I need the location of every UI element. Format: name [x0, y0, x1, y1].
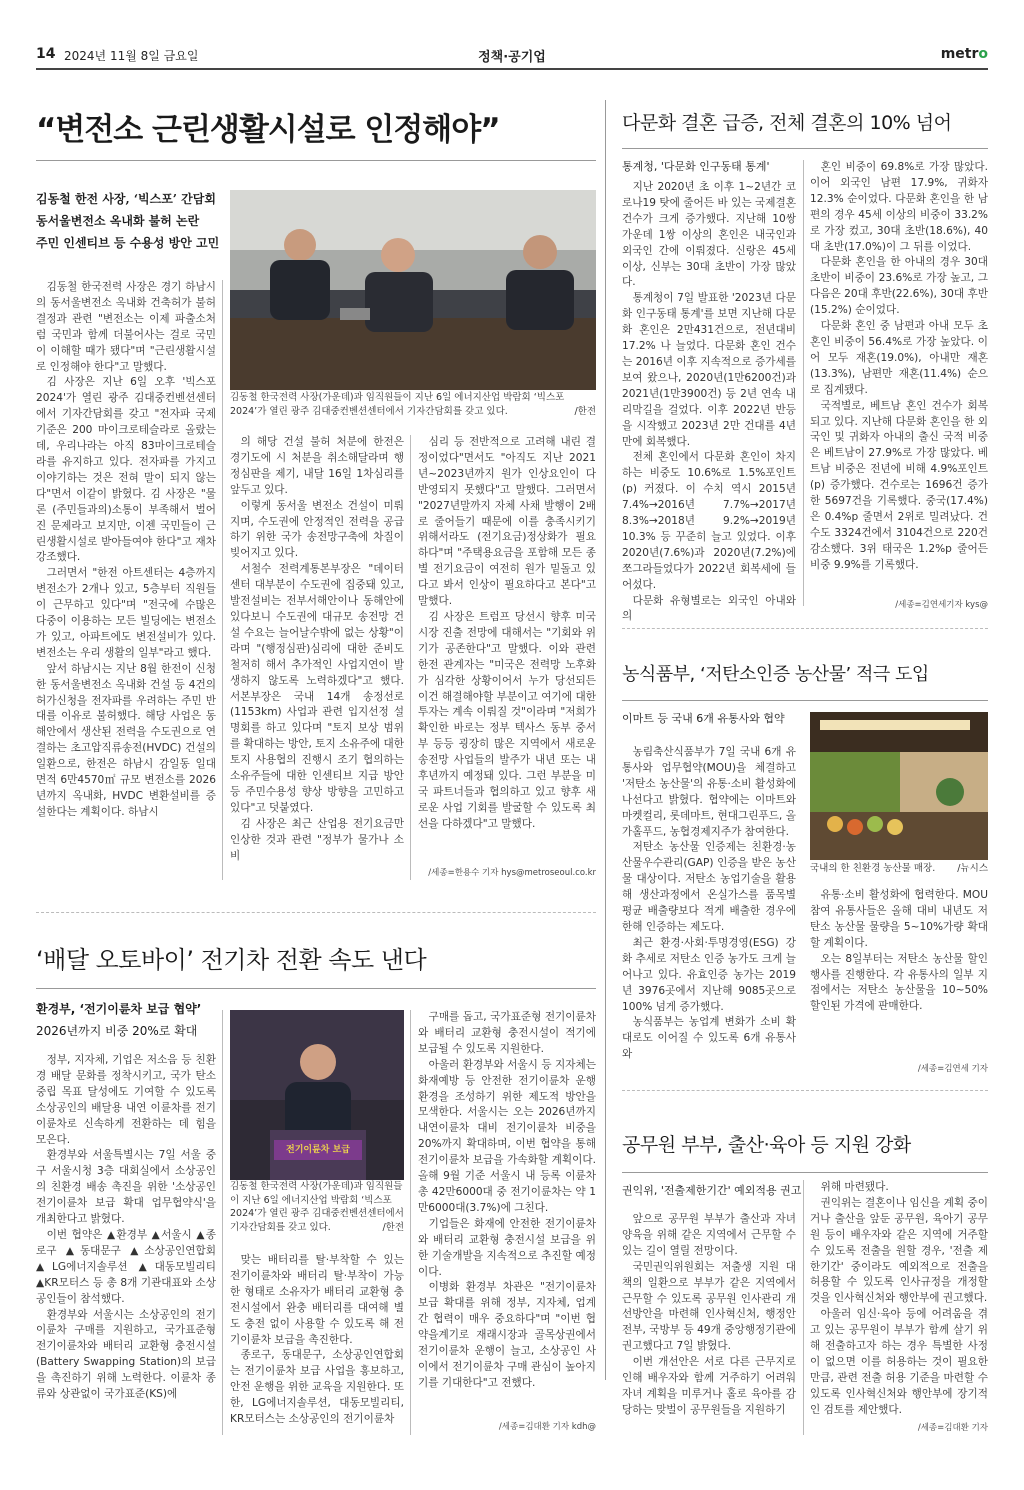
divider	[222, 280, 223, 880]
page-number: 14	[36, 46, 56, 62]
column-divider	[605, 100, 606, 1380]
a4-photo-caption: 김동철 한국전력 사장(가운데)과 임직원들이 지난 6일 에너지산업 박람회 ‘빅스포 2024’가 열린 광주 김대중컨벤션센터에서 기자간담회를 갖고 있다. /한전	[230, 1181, 404, 1233]
a5-headline: 공무원 부부, 출산·육아 등 지원 강화	[622, 1134, 911, 1156]
a4-rule	[36, 988, 596, 989]
page-header	[36, 46, 988, 68]
a5-byline: /세종=김대환 기자	[917, 1423, 988, 1433]
divider	[803, 1180, 804, 1435]
a3-rule	[622, 700, 988, 701]
a1-column-3: 심리 등 전반적으로 고려해 내린 결정이었다"면서도 "아직도 지난 2021년~2023년까지 원가 인상요인이 다 반영되지 못했다"고 말했다. 그러면서 "2027년말까지 자체 사채 발행이 2배로 줄어들기 때문에 이를 충족시키기 위해서라도 (전기요금)정상화가 필요하다"며 "주택용요금을 포함해 모든 종별 전기요금이 여전히 원가 밑돌고 있다고 봐서 인상이 필요하다고 본다"고 말했다. 김 사장은 트럼프 당선시 향후 미국시장 진출 전망에 대해서는 "기회와 위기가 공존한다"고 말했다. 이와 관련 한전 관계자는 "미국은 전력망 노후화가 심각한 상황이어서 누가 당선되든 이건 해결해야할 부분이고 여기에 대한 투자는 계속 이뤄질 것"이라며 "저희가 확인한 바로는 정부 텍사스 동부 중서부 등등 굉장히 많은 지역에서 새로운 송전망 사업들의 발주가 내년 또는 내후년까지 예정돼 있다. 그런 부분을 미국 파트너들과 협의하고 있고 향후 새로운 사업 기회를 발굴할 수 있도록 최선을 다하겠다"고 말했다.	[418, 436, 596, 830]
a1-byline: /세종=한용수 기자 hys@metroseoul.co.kr	[428, 868, 596, 878]
a1-subhead: 김동철 한전 사장, ‘빅스포’ 간담회	[36, 192, 216, 206]
a3-column-1: 농림축산식품부가 7일 국내 6개 유통사와 업무협약(MOU)을 체결하고 '저탄소 농산물'의 유통·소비 활성화에 나선다고 밝혔다. 협약에는 이마트와 마켓컬리, 롯데마트, 현대그린푸드, 올가홀푸드, 농협경제지주가 참여한다. 저탄소 농산물 인증제는 친환경·농산물우수관리(GAP) 인증을 받은 농산물 대상이다. 저탄소 농업기술을 활용해 생산과정에서 온실가스를 품목별 평균 배출량보다 적게 배출한 경우에 한해 인증하는 제도다. 최근 환경·사회·투명경영(ESG) 강화 추세로 저탄소 인증 농가도 크게 늘어나고 있다. 유효인증 농가는 2019년 3976곳에서 지난해 9085곳으로 100% 넘게 증가했다. 농식품부는 농업계 변화가 소비 확대로도 이어질 수 있도록 6개 유통사와	[622, 746, 796, 1061]
section-separator	[622, 1090, 988, 1091]
a1-column-2: 의 해당 건설 불허 처분에 한전은 경기도에 시 처분을 취소해달라며 행정심판을 제기, 내달 16일 1차심리를 앞두고 있다. 이렇게 동서울 변전소 건설이 미뤄지며, 수도권에 안정적인 전력을 공급하기 위한 국가 송전망구축에 차질이 빚어지고 있다. 서철수 전력계통본부장은 "데이터센터 대부분이 수도권에 집중돼 있고, 발전설비는 전부서해안이나 동해안에 있다보니 수도권에 대규모 송전망 건설 수요는 늘어날수밖에 없는 상황"이라며 "(행정심판)심리에 대한 준비도 철저히 해서 추가적인 사업지연이 발생하지 않도록 노력하겠다"고 했다. 서본부장은 국내 14개 송정선로(1153km) 사업과 관련 입지선정 설명회를 하고 있다며 "토지 보상 범위를 확대하는 방안, 토지 소유주에 대한 토지 사용협의 진행시 조기 협의하는 소유주들에 대한 인센티브 지급 방안 등 주민수용성 향상 방향을 고민하고 있다"고 덧붙였다. 김 사장은 최근 산업용 전기요금만 인상한 것과 관련 "정부가 물가나 소비	[230, 436, 404, 862]
a4-column-2: 맞는 배터리를 탈·부착할 수 있는 전기이륜차와 배터리 탈·부착이 가능한 형태로 소유자가 배터리 교환형 충전시설에서 완충 배터리를 대여해 별도 충전 없이 사용할 수 있도록 해 전기이륜차 보급을 촉진한다. 종로구, 동대문구, 소상공인연합회는 전기이륜차 보급 사업을 홍보하고, 안전 운행을 위한 교육을 지원한다. 또한, LG에너지솔루션, 대동모빌리티, KR모터스는 소상공인의 전기이륜차	[230, 1254, 404, 1426]
a4-subhead: 환경부, ‘전기이륜차 보급 협약’	[36, 1002, 202, 1016]
a3-photo-caption: 국내의 한 친환경 농산물 매장. /뉴시스	[810, 863, 988, 874]
a1-subhead: 동서울변전소 옥내화 불허 논란	[36, 214, 200, 228]
section-separator	[36, 912, 596, 913]
a5-subhead: 권익위, '전출제한기간' 예외적용 권고	[622, 1184, 802, 1197]
a3-column-2: 유통·소비 활성화에 협력한다. MOU 참여 유통사들은 올해 대비 내년도 저탄소 농산물 물량을 5~10%가량 확대할 계획이다. 오는 8일부터는 저탄소 농산물 할인행사를 진행한다. 각 유통사의 일부 지점에서는 저탄소 농산물을 10~50% 할인된 가격에 판매한다.	[810, 889, 988, 1013]
a4-photo-banner: 전기이륜차 보급	[286, 1145, 350, 1155]
section-separator	[622, 628, 988, 629]
a2-byline: /세종=김연세기자 kys@	[895, 600, 988, 610]
a2-column-1: 지난 2020년 초 이후 1~2년간 코로나19 탓에 줄어든 바 있는 국제결혼 건수가 크게 증가했다. 지난해 10쌍 가운데 1쌍 이상의 혼인은 내국인과 외국인 간에 이뤄졌다. 신랑은 45세 이상, 신부는 30대 초반이 가장 많았다. 통계청이 7일 발표한 '2023년 다문화 인구동태 통계'를 보면 지난해 다문화 혼인은 2만431건으로, 전년대비 17.2% 나 늘었다. 다문화 혼인 건수는 2016년 이후 지속적으로 증가세를 보여 왔으나, 2020년(1만6200건)과 2021년(1만3900건) 등 2년 연속 내리막길을 걸었다. 이후 2022년 반등을 시작했고 2023년 2만 건대를 4년 만에 회복했다. 전체 혼인에서 다문화 혼인이 차지하는 비중도 10.6%로 1.5%포인트(p) 커졌다. 이 수치 역시 2015년 7.4%→2016년 7.7%→2017년 8.3%→2018년 9.2%→2019년 10.3% 등 꾸준히 늘고 있었다. 이후 2020년(7.6%)과 2020년(7.2%)에 쪼그라들었다가 2022년 회복세에 들어섰다. 다문화 유형별로는 외국인 아내와의	[622, 181, 796, 623]
a4-subheads	[36, 998, 201, 1042]
a2-subhead: 통계청, '다문화 인구동태 통계'	[622, 160, 770, 173]
a3-subhead: 이마트 등 국내 6개 유통사와 협약	[622, 712, 785, 725]
a5-column-2: 위해 마련됐다. 권익위는 결혼이나 임신을 계획 중이거나 출산을 앞둔 공무원, 육아기 공무원 등이 배우자와 같은 지역에 거주할 수 있도록 전출을 원할 경우, '전출 제한기간' 중이라도 예외적으로 전출을 허용할 수 있도록 인사규정을 개정할 것을 인사혁신처와 행안부에 권고했다. 아울러 임신·육아 등에 어려움을 겪고 있는 공무원이 부부가 함께 살기 위해 전출하고자 하는 경우 특별한 사정이 없으면 이를 허용하는 것이 필요한 만큼, 관련 전출 허용 기준을 마련할 수 있도록 인사혁신처와 행안부에 장기적인 검토를 제안했다.	[810, 1181, 988, 1416]
header-rule	[36, 68, 988, 70]
divider	[410, 1010, 411, 1435]
a4-byline: /세종=김대환 기자 kdh@	[498, 1422, 596, 1432]
a4-headline: ‘배달 오토바이’ 전기차 전환 속도 낸다	[36, 946, 427, 974]
a1-subhead: 주민 인센티브 등 수용성 방안 고민	[36, 236, 220, 250]
a1-rule	[36, 160, 596, 161]
a3-photo	[810, 712, 988, 860]
divider	[803, 160, 804, 606]
a2-rule	[622, 148, 988, 149]
a4-subhead: 2026년까지 비중 20%로 확대	[36, 1024, 198, 1038]
a2-column-2: 혼인 비중이 69.8%로 가장 많았다. 이어 외국인 남편 17.9%, 귀화자 12.3% 순이었다. 다문화 혼인을 한 남편의 경우 45세 이상의 비중이 33.2%로 가장 컸고, 30대 초반(18.6%), 40대 초반(17.0%)이 그 뒤를 이었다. 다문화 혼인을 한 아내의 경우 30대 초반이 비중이 23.6%로 가장 높고, 그 다음은 20대 후반(22.6%), 30대 후반(15.2%) 순이었다. 다문화 혼인 중 남편과 아내 모두 초혼인 비중이 56.4%로 가장 높았다. 이어 모두 재혼(19.0%), 아내만 재혼(13.3%), 남편만 재혼(11.4%) 순으로 집계됐다. 국적별로, 베트남 혼인 건수가 회복되고 있다. 지난해 다문화 혼인을 한 외국인 및 귀화자 아내의 출신 국적 비중은 베트남이 27.9%로 가장 많았다. 베트남 비중은 전년에 비해 4.9%포인트(p) 증가했다. 건수로는 1696건 증가한 5697건을 기록했다. 중국(17.4%)은 0.4%p 줄면서 2위로 밀려났다. 건수도 3324건에서 3104건으로 220건 감소했다. 3위 태국은 1.2%p 줄어든 비중 9.9%를 기록했다.	[810, 161, 988, 571]
section-name: 정책·공기업	[478, 50, 546, 65]
a1-photo-caption: 김동철 한국전력 사장(가운데)과 임직원들이 지난 6일 에너지산업 박람회 ‘빅스포 2024’가 열린 광주 김대중컨벤션센터에서 기자간담회를 갖고 있다. /한전	[230, 392, 596, 417]
divider	[222, 1010, 223, 1435]
a3-headline: 농식품부, ‘저탄소인증 농산물’ 적극 도입	[622, 664, 929, 685]
a1-headline: “변전소 근린생활시설로 인정해야”	[36, 112, 500, 148]
a3-byline: /세종=김연세 기자	[917, 1064, 988, 1074]
divider	[410, 435, 411, 880]
a2-headline: 다문화 결혼 급증, 전체 결혼의 10% 넘어	[622, 112, 952, 134]
metro-logo: metro	[940, 46, 988, 62]
a5-column-1: 앞으로 공무원 부부가 출산과 자녀 양육을 위해 같은 지역에서 근무할 수 있는 길이 열릴 전망이다. 국민권익위원회는 저출생 지원 대책의 일환으로 부부가 같은 지역에서 근무할 수 있도록 공무원 인사관리 개선방안을 마련해 인사혁신처, 행정안전부, 국방부 등 49개 중앙행정기관에 권고했다고 7일 밝혔다. 이번 개선안은 서로 다른 근무지로 인해 배우자와 함께 거주하기 어려워 자녀 계획을 미루거나 홀로 육아를 감당하는 맞벌이 공무원들을 지원하기	[622, 1213, 796, 1416]
a1-photo	[230, 190, 596, 390]
a4-column-3: 구매를 돕고, 국가표준형 전기이륜차와 배터리 교환형 충전시설이 적기에 보급될 수 있도록 지원한다. 아울러 환경부와 서울시 등 지자체는 화재예방 등 안전한 전기이륜차 운행 환경을 조성하기 위한 제도적 방안을 모색한다. 서울시는 오는 2026년까지 내연이륜차 대비 전기이륜차 비중을 20%까지 확대하며, 이번 협약을 통해 전기이륜차 보급을 가속화할 계획이다. 올해 9월 기준 서울시 내 등록 이륜차 총 42만6000대 중 전기이륜차는 약 1만6000대(3.7%)에 그친다. 기업들은 화재에 안전한 전기이륜차와 배터리 교환형 충전시설 보급을 위한 기술개발을 지속적으로 추진할 예정이다. 이병화 환경부 차관은 "전기이륜차 보급 확대를 위해 정부, 지자체, 업계 간 협력이 매우 중요하다"며 "이번 협약을계기로 재래시장과 골목상권에서 전기이륜차 운행이 늘고, 소상공인 사이에서 전기이륜차 구매 관심이 높아지기를 기대한다"고 전했다.	[418, 1011, 596, 1389]
a1-subheads	[36, 188, 226, 254]
issue-date: 2024년 11월 8일 금요일	[64, 49, 199, 63]
a5-rule	[622, 1172, 988, 1173]
a4-column-1: 정부, 지자체, 기업은 저소음 등 친환경 배달 문화를 정착시키고, 국가 탄소중립 목표 달성에도 기여할 수 있도록 소상공인의 배달용 내연 이륜차를 전기 이륜차로 신속하게 전환하는 데 힘을 모은다. 환경부와 서울특별시는 7일 서울 중구 서울시청 3층 대회실에서 소상공인의 친환경 배송 촉진을 위한 '소상공인 전기이륜차 보급 확대 업무협약식'을 개최한다고 밝혔다. 이번 협약은 ▲환경부 ▲서울시 ▲종로구 ▲동대문구 ▲소상공인연합회 ▲LG에너지솔루션 ▲대동모빌리티 ▲KR모터스 등 총 8개 기관대표와 소상공인들이 참석했다. 환경부와 서울시는 소상공인의 전기이륜차 구매를 지원하고, 국가표준형 전기이륜차와 배터리 교환형 충전시설(Battery Swapping Station)의 보급을 촉진하기 위해 노력한다. 이륜차 종류와 상관없이 국가표준(KS)에	[36, 1054, 216, 1401]
a1-column-1: 김동철 한국전력 사장은 경기 하남시의 동서울변전소 옥내화 건축허가 불허 결정과 관련 "변전소는 이제 파출소처럼 국민과 함께 더불어사는 걸로 국민이 이해할 때가 됐다"며 "근린생활시설로 인정해야 한다"고 말했다. 김 사장은 지난 6일 오후 '빅스포 2024'가 열린 광주 김대중컨벤션센터에서 기자간담회를 갖고 "전자파 국제기준은 200 마이크로테슬라로 올랐는데, 우리나라는 아직 83마이크로테슬라를 유지하고 있다. 전자파를 가지고 이야기하는 것은 전혀 말이 되지 않는다"면서 이같이 밝혔다. 김 사장은 "물론 (주민들과의)소통이 부족해서 벌어진 문제라고 보지만, 이젠 국민들이 근린생활시설로 받아들여야 한다"고 재차 강조했다. 그러면서 "한전 아트센터는 4층까지 변전소가 2개나 있고, 5층부터 직원들이 근무하고 있다"며 "전국에 수많은 다중이 이용하는 모든 빌딩에는 변전소가 있고, 아파트에도 변전설비가 있다. 변전소는 우리 생활의 일부"라고 했다. 앞서 하남시는 지난 8월 한전이 신청한 동서울변전소 옥내화 건설 등 4건의 허가신청을 전자파를 우려하는 주민 반대를 이유로 불허했다. 해당 사업은 동해안에서 생산된 전력을 수도권으로 연결하는 초고압직류송전(HVDC) 건설의 일환으로, 한전은 하남시 감일동 일대면적 6만4570㎡ 규모 변전소를 2026년까지 옥내화, HVDC 변환설비를 증설한다는 계획이다. 하남시	[36, 281, 216, 818]
